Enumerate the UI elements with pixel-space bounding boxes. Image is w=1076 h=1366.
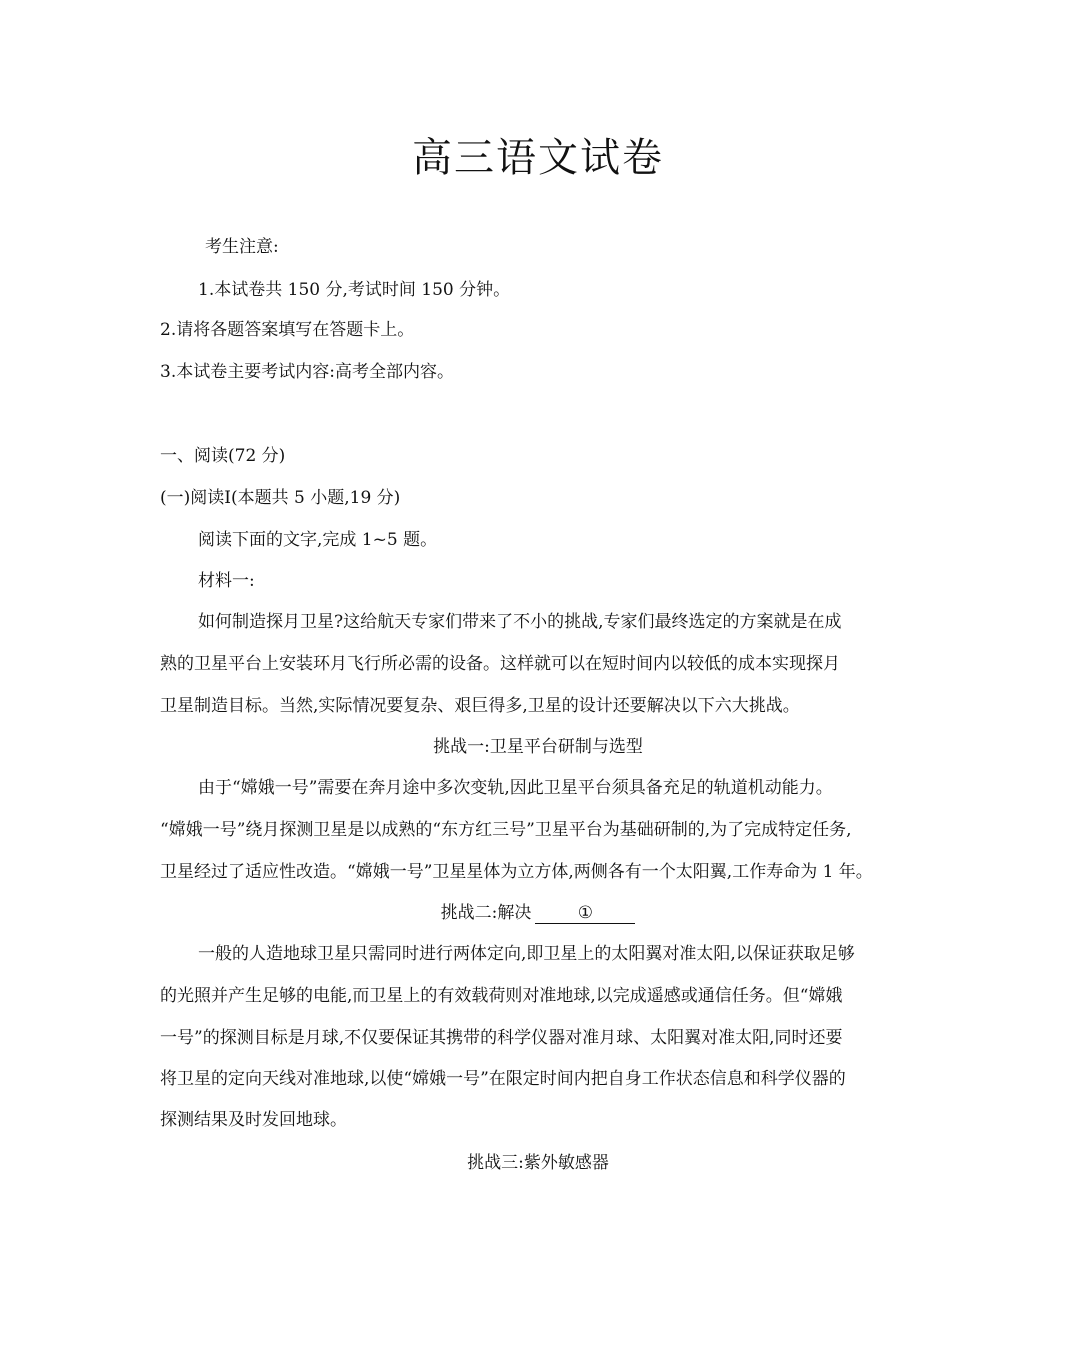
reading-instruction: 阅读下面的文字,完成 1~5 题。 [198,530,438,550]
notice-item-2: 2.请将各题答案填写在答题卡上。 [160,320,415,340]
challenge2-line-3: 一号”的探测目标是月球,不仅要保证其携带的科学仪器对准月球、太阳翼对准太阳,同时还要 [160,1028,843,1048]
intro-line-2: 熟的卫星平台上安装环月飞行所必需的设备。这样就可以在短时间内以较低的成本实现探月 [160,654,840,674]
fill-blank-1: ① [535,903,635,924]
notice-heading: 考生注意: [205,237,279,257]
challenge1-line-1: 由于“嫦娥一号”需要在奔月途中多次变轨,因此卫星平台须具备充足的轨道机动能力。 [198,778,833,798]
notice-item-1: 1.本试卷共 150 分,考试时间 150 分钟。 [198,280,511,300]
challenge1-title: 挑战一:卫星平台研制与选型 [433,737,643,757]
intro-line-1: 如何制造探月卫星?这给航天专家们带来了不小的挑战,专家们最终选定的方案就是在成 [198,612,842,632]
material-label: 材料一: [198,571,255,591]
challenge1-line-3: 卫星经过了适应性改造。“嫦娥一号”卫星星体为立方体,两侧各有一个太阳翼,工作寿命为 1 年。 [160,862,873,882]
challenge2-line-1: 一般的人造地球卫星只需同时进行两体定向,即卫星上的太阳翼对准太阳,以保证获取足够 [198,944,855,964]
section-subheading: (一)阅读I(本题共 5 小题,19 分) [160,488,401,508]
challenge2-title-row [0,901,1076,925]
challenge2-line-5: 探测结果及时发回地球。 [160,1110,347,1130]
challenge3-title: 挑战三:紫外敏感器 [467,1153,609,1173]
notice-item-3: 3.本试卷主要考试内容:高考全部内容。 [160,362,454,382]
section-heading: 一、阅读(72 分) [160,446,286,466]
challenge2-line-2: 的光照并产生足够的电能,而卫星上的有效载荷则对准地球,以完成遥感或通信任务。但“嫦娥 [160,986,843,1006]
challenge2-title: 挑战二:解决 [440,903,532,923]
challenge2-line-4: 将卫星的定向天线对准地球,以使“嫦娥一号”在限定时间内把自身工作状态信息和科学仪器的 [160,1069,846,1089]
intro-line-3: 卫星制造目标。当然,实际情况要复杂、艰巨得多,卫星的设计还要解决以下六大挑战。 [160,696,800,716]
exam-title: 高三语文试卷 [412,135,664,181]
challenge1-line-2: “嫦娥一号”绕月探测卫星是以成熟的“东方红三号”卫星平台为基础研制的,为了完成特定任务, [160,820,852,840]
